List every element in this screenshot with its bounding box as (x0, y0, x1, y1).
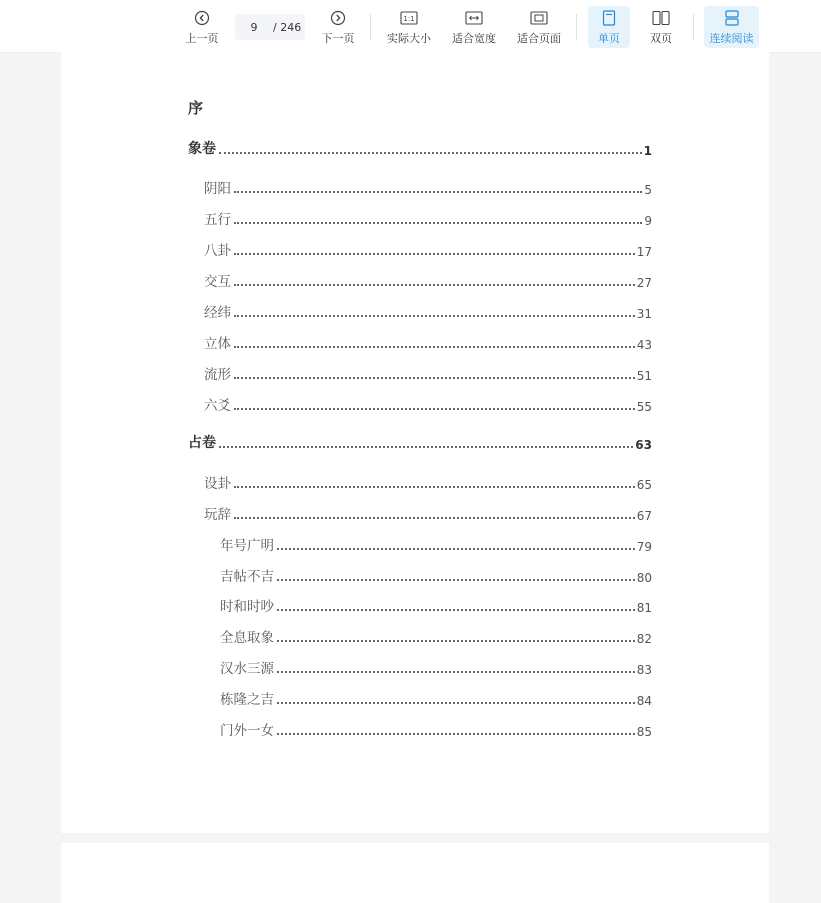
fit-page-icon (530, 9, 548, 27)
toc-entry[interactable] (204, 363, 652, 383)
toc-entry-title: 立体 (204, 336, 231, 352)
chevron-right-circle-icon (330, 9, 346, 27)
toc-entry[interactable] (204, 239, 652, 259)
toc-leader-dots (234, 253, 635, 255)
single-page-icon (602, 9, 616, 27)
toc-entry-title: 吉帖不吉 (220, 569, 274, 585)
toc-entry[interactable] (204, 208, 652, 228)
prev-page-button[interactable] (182, 6, 222, 48)
toc-entry-page: 79 (636, 540, 652, 554)
toc-entry[interactable] (220, 595, 652, 615)
toc-heading: 序 (188, 99, 204, 117)
toc-entry-page: 67 (636, 509, 652, 523)
toolbar-divider (693, 14, 694, 40)
toc-leader-dots (277, 640, 635, 642)
toc-leader-dots (234, 408, 635, 410)
toc-entry-title: 占卷 (188, 435, 216, 451)
toc-entry-page: 80 (636, 571, 652, 585)
toc-leader-dots (234, 315, 635, 317)
double-page-label: 双页 (650, 32, 672, 45)
continuous-scroll-icon (724, 9, 740, 27)
next-document-page (61, 843, 769, 903)
toc-entry-page: 63 (635, 438, 652, 452)
fit-width-label: 适合宽度 (452, 32, 496, 45)
viewer-toolbar (0, 0, 821, 53)
toc-leader-dots (234, 284, 635, 286)
toc-entry[interactable] (220, 565, 652, 585)
prev-page-label: 上一页 (185, 32, 219, 45)
toc-entry-page: 9 (644, 214, 652, 228)
toc-entry[interactable] (220, 688, 652, 708)
toc-entry[interactable] (204, 332, 652, 352)
total-pages: / 246 (273, 20, 302, 34)
toc-entry-page: 65 (636, 478, 652, 492)
toc-entry-title: 门外一女 (220, 723, 274, 739)
toc-entry-title: 五行 (204, 212, 231, 228)
toc-entry-title: 汉水三源 (220, 661, 274, 677)
continuous-reading-label: 连续阅读 (709, 32, 754, 45)
toc-entry[interactable] (220, 534, 652, 554)
toc-entry-title: 阴阳 (204, 181, 231, 197)
toc-entry-title: 时和时吵 (220, 599, 274, 615)
toolbar-divider (370, 14, 371, 40)
toc-entry-title: 六爻 (204, 398, 231, 414)
actual-size-icon-text: 1:1 (403, 15, 415, 23)
actual-size-button[interactable] (384, 6, 434, 48)
toolbar-divider (576, 14, 577, 40)
toc-entry-page: 55 (636, 400, 652, 414)
toc-entry-page: 17 (636, 245, 652, 259)
toc-entry-title: 经纬 (204, 305, 231, 321)
toc-entry[interactable] (204, 472, 652, 492)
toc-entry-title: 八卦 (204, 243, 231, 259)
single-page-button[interactable] (588, 6, 630, 48)
toc-entry-page: 31 (636, 307, 652, 321)
continuous-reading-button[interactable] (704, 6, 759, 48)
toc-leader-dots (219, 152, 642, 154)
double-page-icon (652, 9, 670, 27)
toc-leader-dots (277, 579, 635, 581)
toc-entry-title: 年号广明 (220, 538, 274, 554)
toc-leader-dots (277, 609, 635, 611)
single-page-label: 单页 (598, 32, 620, 45)
toc-entry[interactable] (204, 503, 652, 523)
fit-page-label: 适合页面 (517, 32, 561, 45)
toc-entry-page: 51 (636, 369, 652, 383)
toc-entry-page: 1 (643, 144, 652, 158)
toc-leader-dots (277, 671, 635, 673)
toc-entry[interactable] (220, 626, 652, 646)
next-page-label: 下一页 (321, 32, 355, 45)
fit-width-icon (465, 9, 483, 27)
toc-entry-page: 81 (636, 601, 652, 615)
toc-leader-dots (234, 346, 635, 348)
double-page-button[interactable] (640, 6, 682, 48)
toc-leader-dots (234, 191, 642, 193)
toc-entry-title: 象卷 (188, 141, 216, 157)
toc-leader-dots (277, 702, 635, 704)
toc-entry[interactable] (220, 719, 652, 739)
actual-size-icon (400, 9, 418, 27)
toc-entry-page: 43 (636, 338, 652, 352)
toc-entry-title: 栋隆之吉 (220, 692, 274, 708)
toc-leader-dots (277, 548, 635, 550)
toc-leader-dots (277, 733, 635, 735)
toc-entry[interactable] (204, 394, 652, 414)
chevron-left-circle-icon (194, 9, 210, 27)
toc-entry-page: 27 (636, 276, 652, 290)
toc-entry-page: 5 (644, 183, 652, 197)
toc-entry-page: 84 (636, 694, 652, 708)
toc-entry-title: 全息取象 (220, 630, 274, 646)
next-page-button[interactable] (318, 6, 358, 48)
toc-leader-dots (234, 377, 635, 379)
toc-entry-page: 83 (636, 663, 652, 677)
toc-entry-title: 设卦 (204, 476, 231, 492)
fit-width-button[interactable] (449, 6, 499, 48)
toc-entry[interactable] (204, 301, 652, 321)
toc-entry[interactable] (220, 657, 652, 677)
toc-leader-dots (234, 517, 635, 519)
toc-entry[interactable] (204, 270, 652, 290)
actual-size-label: 实际大小 (387, 32, 431, 45)
toc-entry-page: 82 (636, 632, 652, 646)
toc-entry-title: 玩辞 (204, 507, 231, 523)
page-number-box[interactable] (235, 14, 305, 40)
current-page-input[interactable]: 9 (250, 20, 258, 34)
toc-entry-page: 85 (636, 725, 652, 739)
fit-page-button[interactable] (514, 6, 564, 48)
toc-entry[interactable] (204, 177, 652, 197)
toc-entry[interactable] (188, 138, 652, 158)
toc-entry-title: 交互 (204, 274, 231, 290)
toc-leader-dots (234, 222, 642, 224)
toc-leader-dots (219, 446, 633, 448)
toc-leader-dots (234, 486, 635, 488)
toc-entry[interactable] (188, 432, 652, 452)
toc-entry-title: 流形 (204, 367, 231, 383)
